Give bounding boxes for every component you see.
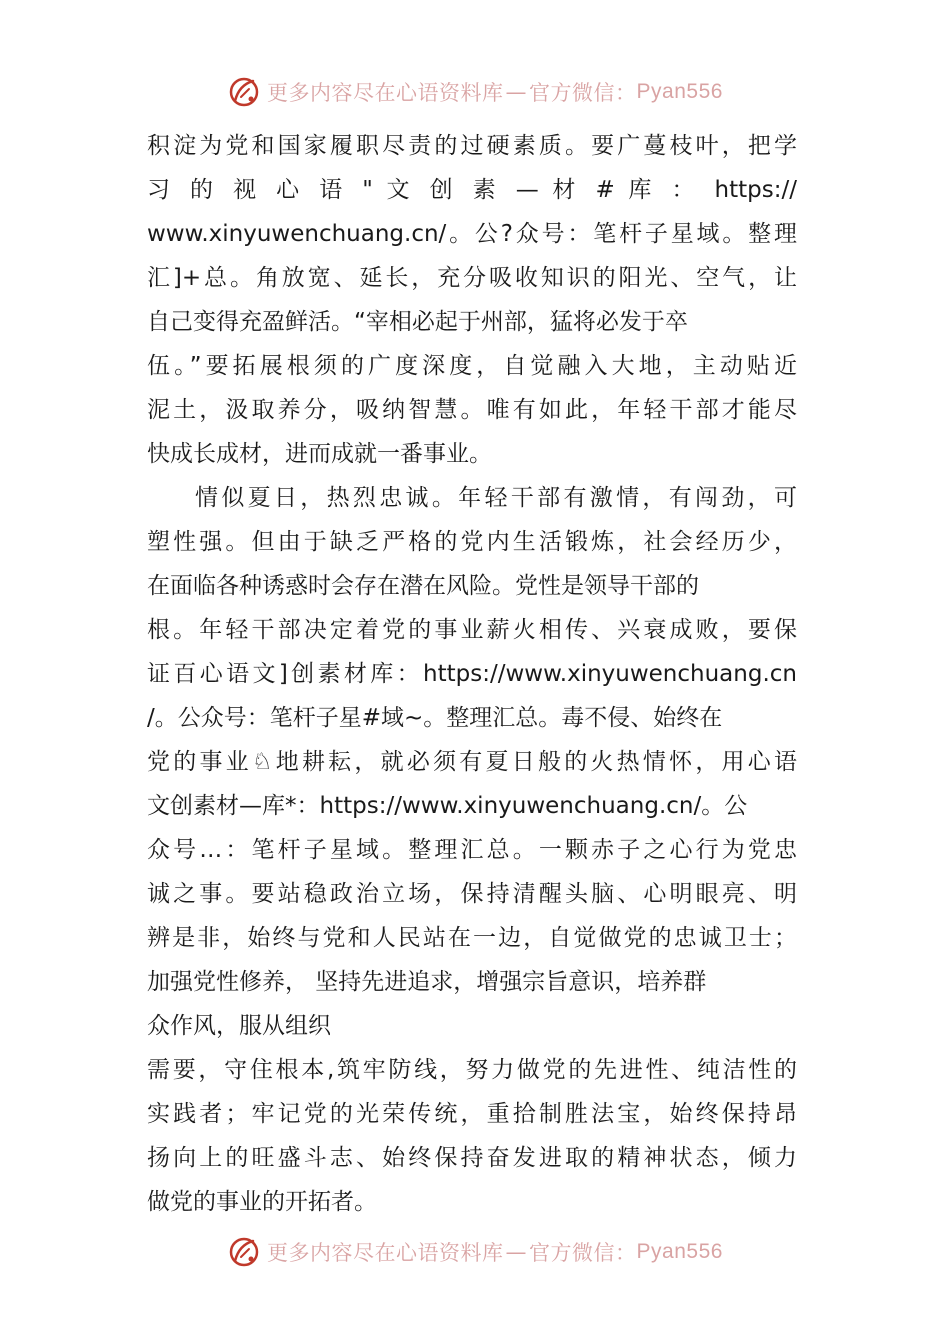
body-line: 辨是非，始终与党和人民站在一边，自觉做党的忠诚卫士；: [147, 925, 797, 951]
body-line: 自己变得充盈鲜活。“宰相必起于州部，猛将必发于卒: [147, 309, 688, 335]
logo-icon: [227, 75, 261, 109]
body-line: 党的事业♘地耕耘，就必须有夏日般的火热情怀，用心语: [147, 749, 797, 775]
body-line: 塑性强。但由于缺乏严格的党内生活锻炼，社会经历少，: [147, 529, 797, 555]
logo-icon: [227, 1235, 261, 1269]
body-line: 泥土，汲取养分，吸纳智慧。唯有如此，年轻干部才能尽: [147, 397, 797, 423]
body-line: 众作风，服从组织: [147, 1013, 331, 1039]
body-line: 文创素材—库*：https://www.xinyuwenchuang.cn/。公: [147, 793, 748, 819]
banner-brand-text: 更多内容尽在心语资料库: [267, 81, 504, 105]
body-line: 众号…：笔杆子星域。整理汇总。一颗赤子之心行为党忠: [147, 837, 797, 863]
body-line: www.xinyuwenchuang.cn/。公?众号：笔杆子星域。整理: [147, 221, 797, 247]
footer-banner: [0, 1232, 950, 1272]
body-line: 在面临各种诱惑时会存在潜在风险。党性是领导干部的: [147, 573, 699, 599]
article-body: [147, 124, 797, 1224]
body-line: 证百心语文]创素材库：https://www.xinyuwenchuang.cn: [147, 661, 797, 687]
banner-separator: —: [505, 1240, 528, 1264]
body-line: 诚之事。要站稳政治立场，保持清醒头脑、心明眼亮、明: [147, 881, 797, 907]
body-line: 快成长成材，进而成就一番事业。: [147, 441, 492, 467]
banner-separator: —: [505, 80, 528, 104]
body-line: 汇]+总。角放宽、延长，充分吸收知识的阳光、空气，让: [147, 265, 797, 291]
banner-wechat-label: 官方微信：: [529, 1241, 637, 1265]
body-line: 加强党性修养， 坚持先进追求，增强宗旨意识，培养群: [147, 969, 707, 995]
body-line: 做党的事业的开拓者。: [147, 1189, 377, 1215]
banner-wechat-label: 官方微信：: [529, 81, 637, 105]
body-line: 习 的 视 心 语 " 文 创 素 — 材 # 库 ： https://: [147, 177, 797, 203]
body-line: /。公众号：笔杆子星#域~。整理汇总。毒不侵、始终在: [147, 705, 723, 731]
header-banner: [0, 72, 950, 112]
body-line: 情似夏日，热烈忠诚。年轻干部有激情，有闯劲，可: [195, 485, 797, 511]
banner-wechat-id: Pyan556: [636, 1240, 723, 1263]
body-line: 需要，守住根本,筑牢防线，努力做党的先进性、纯洁性的: [147, 1057, 797, 1083]
body-line: 伍。”要拓展根须的广度深度，自觉融入大地，主动贴近: [147, 353, 797, 379]
body-line: 扬向上的旺盛斗志、始终保持奋发进取的精神状态，倾力: [147, 1145, 797, 1171]
body-line: 根。年轻干部决定着党的事业薪火相传、兴衰成败，要保: [147, 617, 797, 643]
banner-wechat-id: Pyan556: [636, 80, 723, 103]
body-line: 积淀为党和国家履职尽责的过硬素质。要广蔓枝叶，把学: [147, 133, 797, 159]
banner-brand-text: 更多内容尽在心语资料库: [267, 1241, 504, 1265]
body-line: 实践者；牢记党的光荣传统，重拾制胜法宝，始终保持昂: [147, 1101, 797, 1127]
